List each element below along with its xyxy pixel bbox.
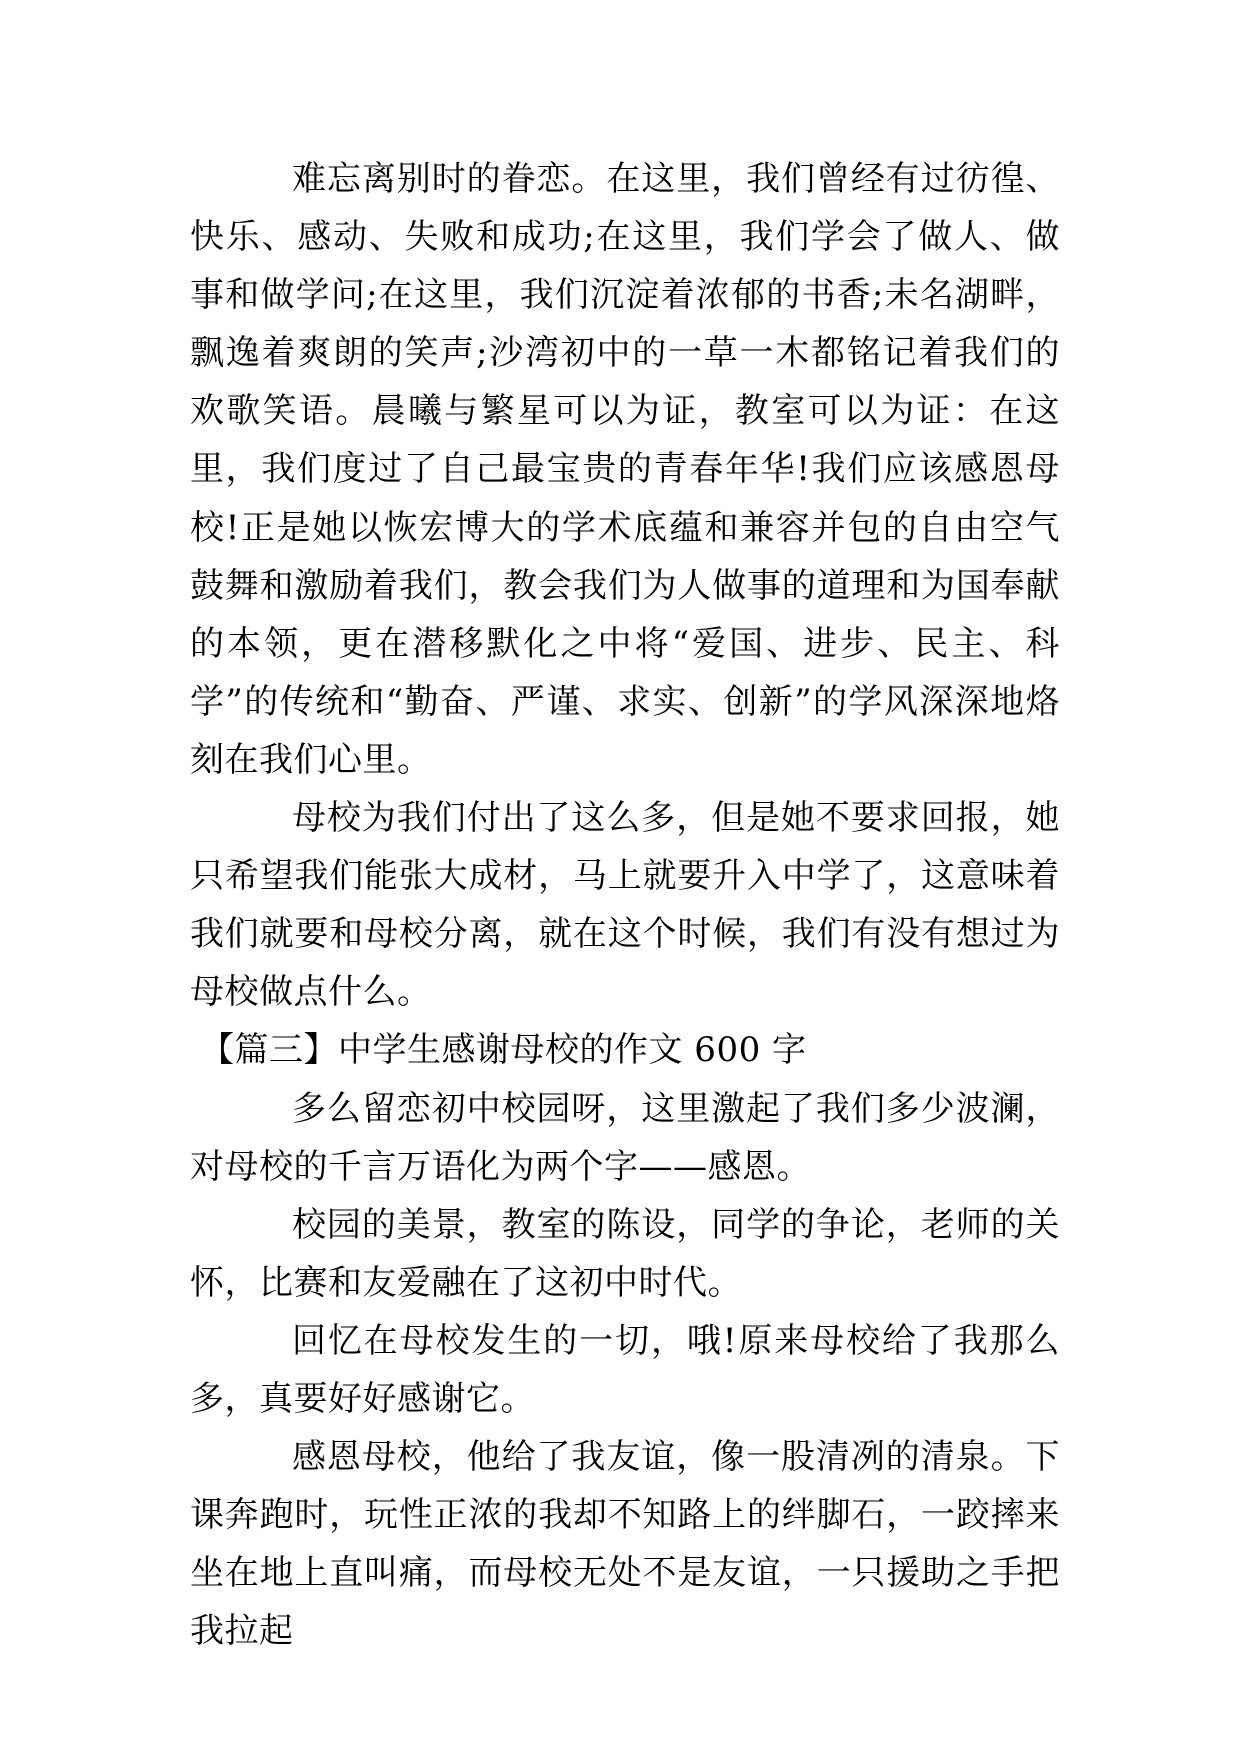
- document-body: [190, 150, 1060, 1660]
- paragraph: 回忆在母校发生的一切，哦!原来母校给了我那么多，真要好好感谢它。: [190, 1320, 1060, 1419]
- paragraph: 难忘离别时的眷恋。在这里，我们曾经有过彷徨、快乐、感动、失败和成功;在这里，我们学会了做人、做事和做学问;在这里，我们沉淀着浓郁的书香;未名湖畔，飘逸着爽朗的笑声;沙湾初中的一草一木都铭记着我们的欢歌笑语。晨曦与繁星可以为证，教室可以为证：在这里，我们度过了自己最宝贵的青春年华!我们应该感恩母校!正是她以恢宏博大的学术底蕴和兼容并包的自由空气鼓舞和激励着我们，教会我们为人做事的道理和为国奉献的本领，更在潜移默化之中将“爱国、进步、民主、科学”的传统和“勤奋、严谨、求实、创新”的学风深深地烙刻在我们心里。: [190, 159, 1060, 780]
- paragraph: 母校为我们付出了这么多，但是她不要求回报，她只希望我们能张大成材，马上就要升入中学了，这意味着我们就要和母校分离，就在这个时候，我们有没有想过为母校做点什么。: [190, 798, 1060, 1013]
- paragraph: 感恩母校，他给了我友谊，像一股清冽的清泉。下课奔跑时，玩性正浓的我却不知路上的绊脚石，一跤摔来坐在地上直叫痛，而母校无处不是友谊，一只援助之手把我拉起: [190, 1437, 1060, 1652]
- section-heading: 【篇三】中学生感谢母校的作文 600 字: [200, 1030, 807, 1071]
- paragraph: 多么留恋初中校园呀，这里激起了我们多少波澜，对母校的千言万语化为两个字——感恩。: [190, 1088, 1060, 1187]
- paragraph: 校园的美景，教室的陈设，同学的争论，老师的关怀，比赛和友爱融在了这初中时代。: [190, 1204, 1060, 1303]
